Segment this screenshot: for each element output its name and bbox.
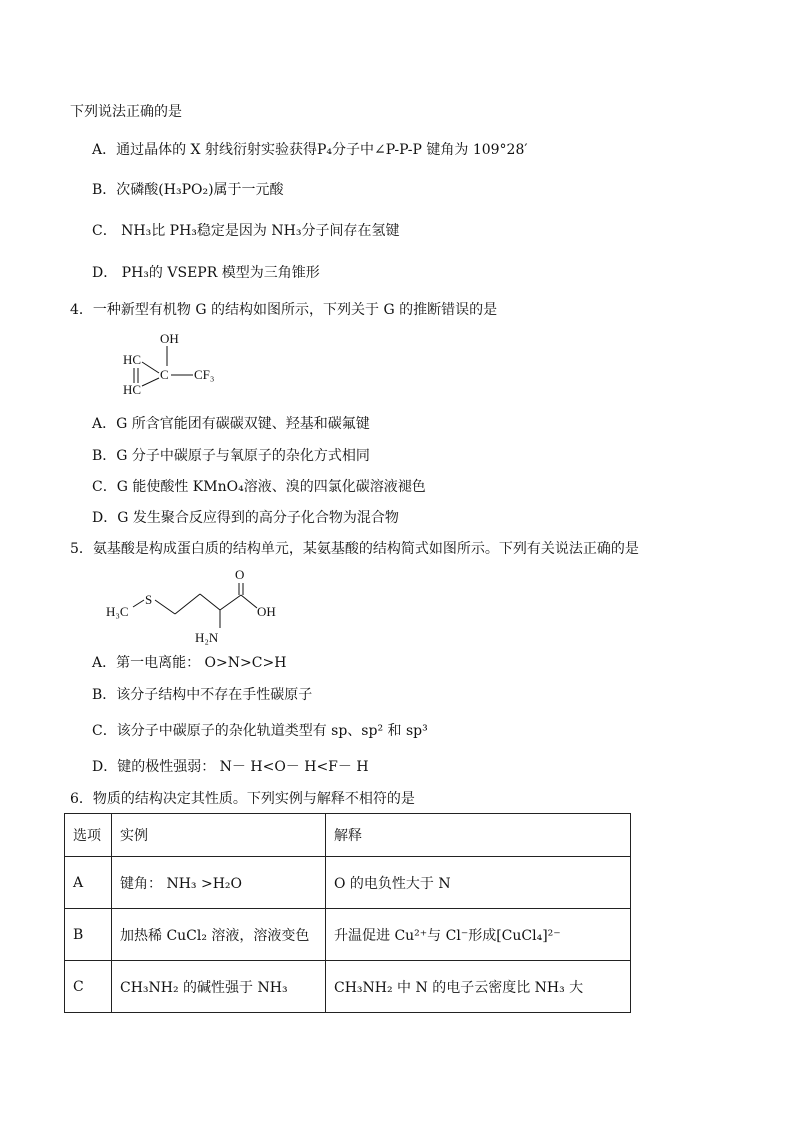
- q5-bond-c-oh: [241, 595, 257, 608]
- q5-label-o: O: [235, 567, 245, 582]
- q5-bond-calpha-cooh: [220, 595, 241, 610]
- table-row: [65, 961, 631, 1013]
- table-row: [65, 857, 631, 909]
- table-cell: 加热稀 CuCl₂ 溶液，溶液变色: [112, 909, 326, 961]
- q5-option-d: D．键的极性强弱： N－ H<O－ H<F－ H: [92, 759, 369, 775]
- q4-structure-diagram: [118, 328, 238, 403]
- q5-stem: 5．氨基酸是构成蛋白质的结构单元，某氨基酸的结构简式如图所示。下列有关说法正确的是: [70, 541, 639, 557]
- table-header-cell: 实例: [112, 814, 326, 857]
- q5-label-oh: OH: [257, 604, 276, 619]
- q4-label-hc-top: HC: [123, 352, 142, 367]
- q6-table: [64, 813, 631, 1013]
- q4-label-oh: OH: [160, 331, 179, 346]
- table-cell: CH₃NH₂ 的碱性强于 NH₃: [112, 961, 326, 1013]
- q3-option-b: B．次磷酸(H₃PO₂)属于一元酸: [92, 182, 284, 198]
- q4-label-hc-bottom: HC: [123, 382, 142, 397]
- q4-bond-hc-c-bottom: [142, 378, 159, 386]
- q4-label-c: C: [160, 367, 169, 382]
- table-cell: A: [65, 857, 112, 909]
- q3-option-d: D． PH₃的 VSEPR 模型为三角锥形: [92, 265, 320, 281]
- table-cell: B: [65, 909, 112, 961]
- q3-option-c: C． NH₃比 PH₃稳定是因为 NH₃分子间存在氢键: [92, 223, 400, 239]
- table-header-cell: 解释: [326, 814, 631, 857]
- q4-bond-hc-c-top: [142, 362, 159, 373]
- q5-option-c: C．该分子中碳原子的杂化轨道类型有 sp、sp² 和 sp³: [92, 723, 428, 739]
- table-cell: 升温促进 Cu²⁺与 Cl⁻形成[CuCl₄]²⁻: [326, 909, 631, 961]
- q5-structure-diagram: [100, 562, 300, 650]
- q5-option-b: B．该分子结构中不存在手性碳原子: [92, 687, 313, 703]
- q6-stem: 6．物质的结构决定其性质。下列实例与解释不相符的是: [70, 791, 415, 807]
- table-header-cell: 选项: [65, 814, 112, 857]
- q4-option-d: D．G 发生聚合反应得到的高分子化合物为混合物: [92, 510, 399, 526]
- q4-option-c: C．G 能使酸性 KMnO₄溶液、溴的四氯化碳溶液褪色: [92, 479, 426, 495]
- q5-label-h2n: H₂N: [195, 630, 219, 645]
- q4-stem: 4．一种新型有机物 G 的结构如图所示，下列关于 G 的推断错误的是: [70, 302, 498, 318]
- q4-option-b: B．G 分子中碳原子与氧原子的杂化方式相同: [92, 448, 370, 464]
- q5-bond-ch3-s: [133, 600, 144, 607]
- q5-label-s: S: [145, 592, 153, 607]
- q5-option-a: A．第一电离能： O>N>C>H: [92, 655, 287, 671]
- q3-option-a: A．通过晶体的 X 射线衍射实验获得P₄分子中∠P-P-P 键角为 109°28′: [92, 142, 528, 158]
- table-cell: 键角： NH₃ >H₂O: [112, 857, 326, 909]
- q4-option-a: A．G 所含官能团有碳碳双键、羟基和碳氟键: [92, 416, 370, 432]
- q5-bond-c-calpha: [200, 594, 220, 610]
- table-cell: CH₃NH₂ 中 N 的电子云密度比 NH₃ 大: [326, 961, 631, 1013]
- q5-label-h3c: H₃C: [106, 604, 129, 619]
- table-header-row: [65, 814, 631, 857]
- table-row: [65, 909, 631, 961]
- q4-label-cf3: CF₃: [194, 367, 215, 382]
- q5-bond-c-c: [175, 594, 200, 614]
- table-cell: O 的电负性大于 N: [326, 857, 631, 909]
- q3-stem: 下列说法正确的是: [70, 104, 182, 120]
- q5-bond-s-c: [155, 600, 175, 614]
- table-cell: C: [65, 961, 112, 1013]
